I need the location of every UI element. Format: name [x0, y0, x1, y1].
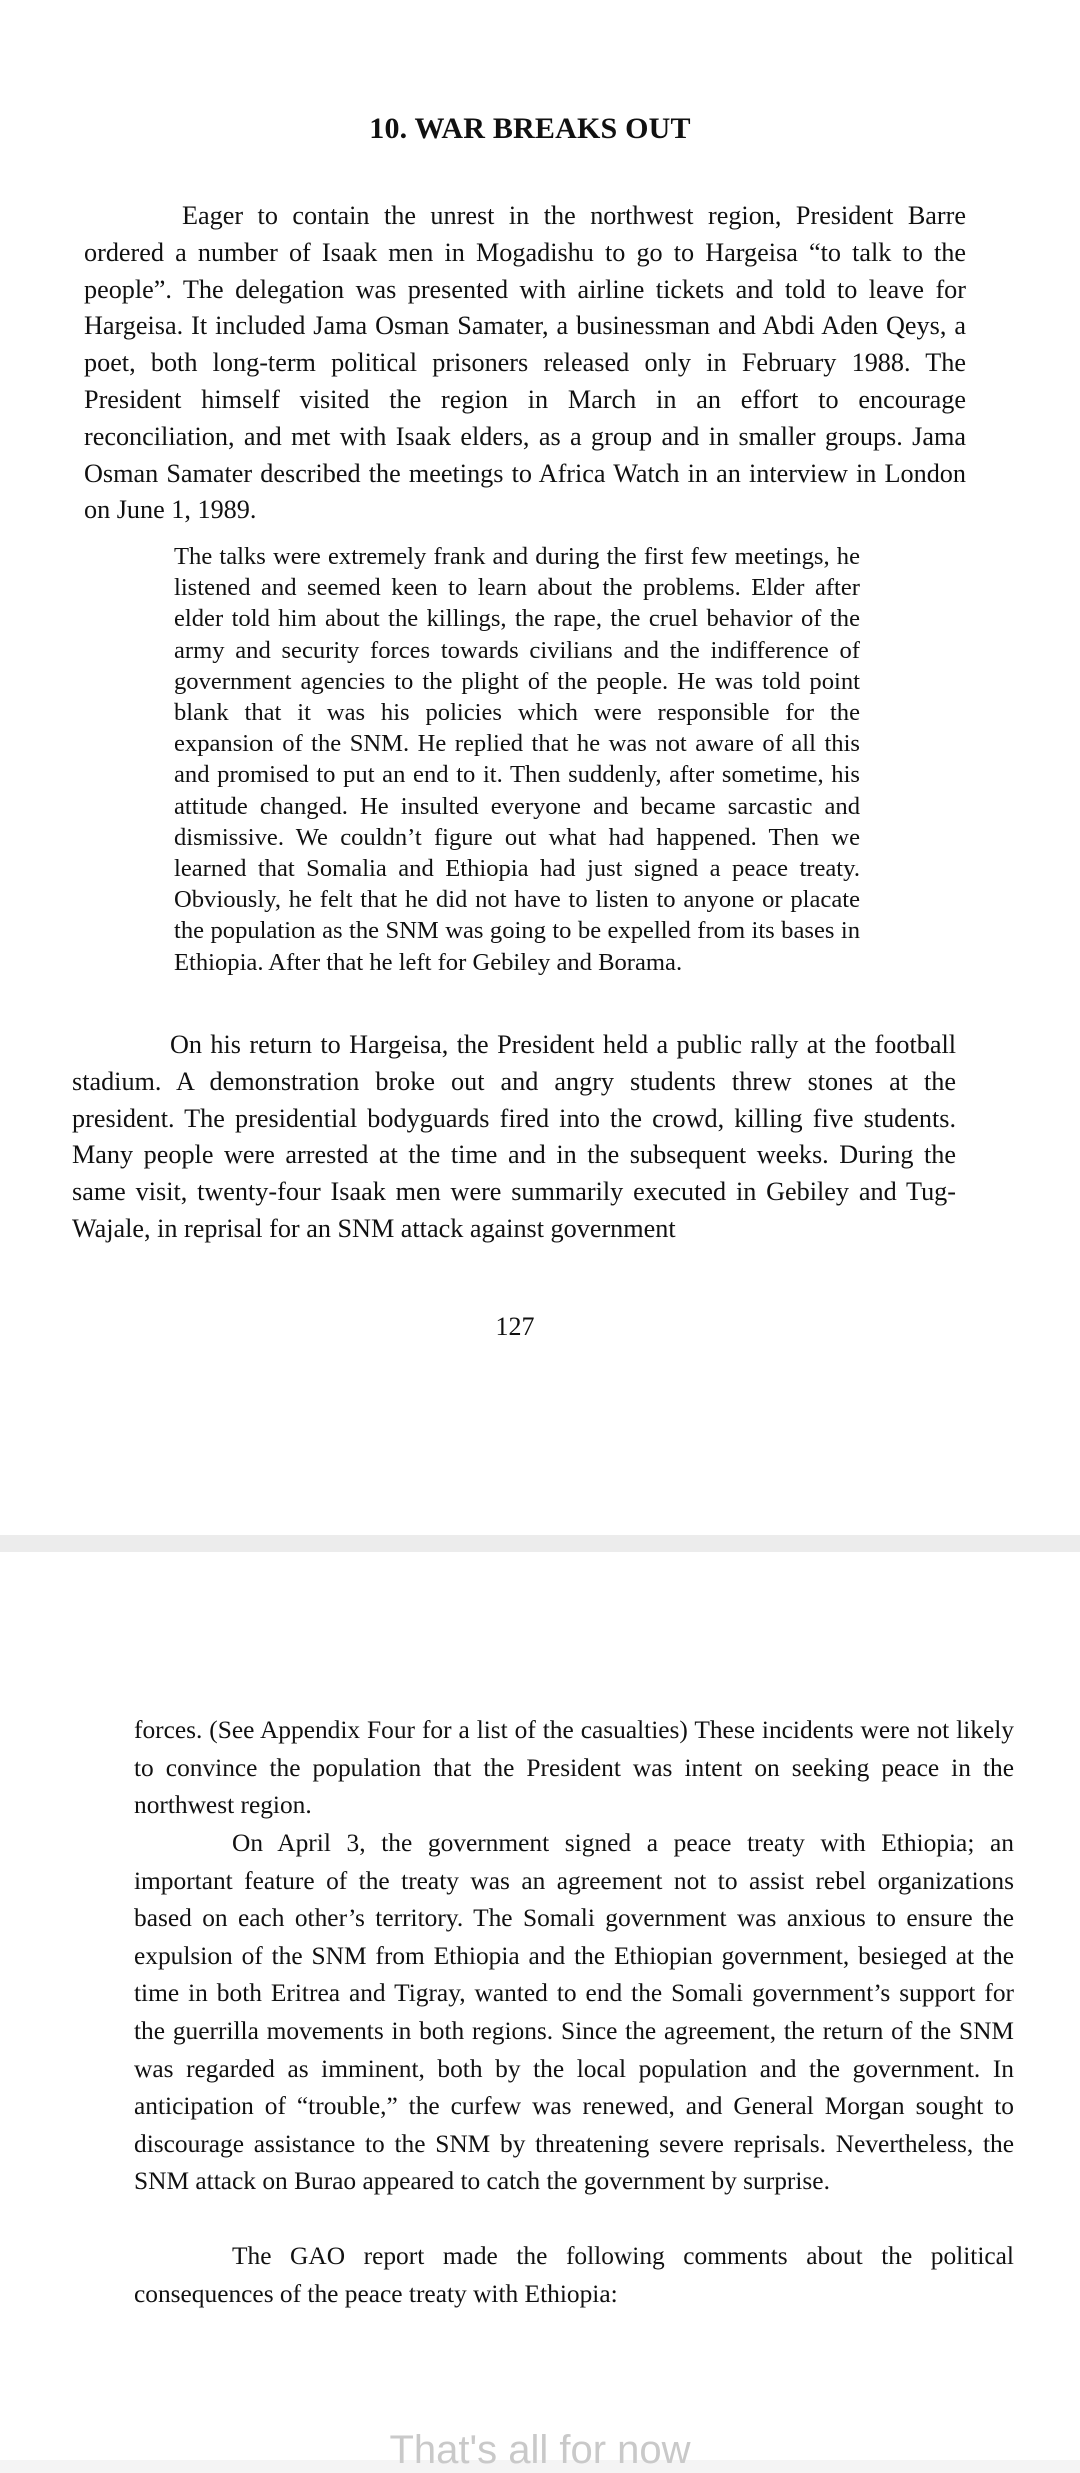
page-number: 127	[495, 1312, 535, 1341]
block-quote: The talks were extremely frank and during the first few meetings, he listened and seemed keen to learn about the problems. Elder after elder told him about the killings, the rape, the cruel behavior of the army and security forces towards civilians and the indifference of government agencies to the plight of the people. He was told point blank that it was his policies which were responsible for the expansion of the SNM. He replied that he was not aware of all this and promised to put an end to it. Then suddenly, after sometime, his attitude changed. He insulted everyone and became sarcastic and dismissive. We couldn’t figure out what had happened. Then we learned that Somalia and Ethiopia had just signed a peace treaty. Obviously, he felt that he did not have to listen to anyone or placate the population as the SNM was going to be expelled from its bases in Ethiopia. After that he left for Gebiley and Borama.	[174, 543, 860, 976]
body-paragraph: On April 3, the government signed a peace treaty with Ethiopia; an important feature of the treaty was an agreement not to assist rebel organizations based on each other’s territory. The Somali government was anxious to ensure the expulsion of the SNM from Ethiopia and the Ethiopian government, besieged at the time in both Eritrea and Tigray, wanted to end the Somali government’s support for the guerrilla movements in both regions. Since the agreement, the return of the SNM was regarded as imminent, both by the local population and the government. In anticipation of “trouble,” the curfew was renewed, and General Morgan sought to discourage assistance to the SNM by threatening severe reprisals. Nevertheless, the SNM attack on Burao appeared to catch the government by surprise.	[134, 1829, 1014, 2196]
page-divider	[0, 1535, 1080, 1552]
body-paragraph: The GAO report made the following comments about the political consequences of the peace treaty with Ethiopia:	[134, 2242, 1014, 2308]
body-paragraph: forces. (See Appendix Four for a list of the casualties) These incidents were not likely to convince the population that the President was intent on seeking peace in the northwest region.	[134, 1716, 1014, 1820]
body-paragraph: On his return to Hargeisa, the President held a public rally at the football stadium. A demonstration broke out and angry students threw stones at the president. The presidential bodyguards fired into the crowd, killing five students. Many people were arrested at the time and in the subsequent weeks. During the same visit, twenty-four Isaak men were summarily executed in Gebiley and Tug-Wajale, in reprisal for an SNM attack against government	[72, 1030, 956, 1243]
end-of-content-message: That's all for now	[389, 2428, 691, 2472]
document-page-128	[0, 1552, 1080, 2460]
chapter-title: 10. WAR BREAKS OUT	[369, 112, 691, 145]
body-paragraph: Eager to contain the unrest in the northwest region, President Barre ordered a number of Isaak men in Mogadishu to go to Hargeisa “to talk to the people”. The delegation was presented with airline tickets and told to leave for Hargeisa. It included Jama Osman Samater, a businessman and Abdi Aden Qeys, a poet, both long-term political prisoners released only in February 1988. The President himself visited the region in March in an effort to encourage reconciliation, and met with Isaak elders, as a group and in smaller groups. Jama Osman Samater described the meetings to Africa Watch in an interview in London on June 1, 1989.	[84, 201, 966, 525]
